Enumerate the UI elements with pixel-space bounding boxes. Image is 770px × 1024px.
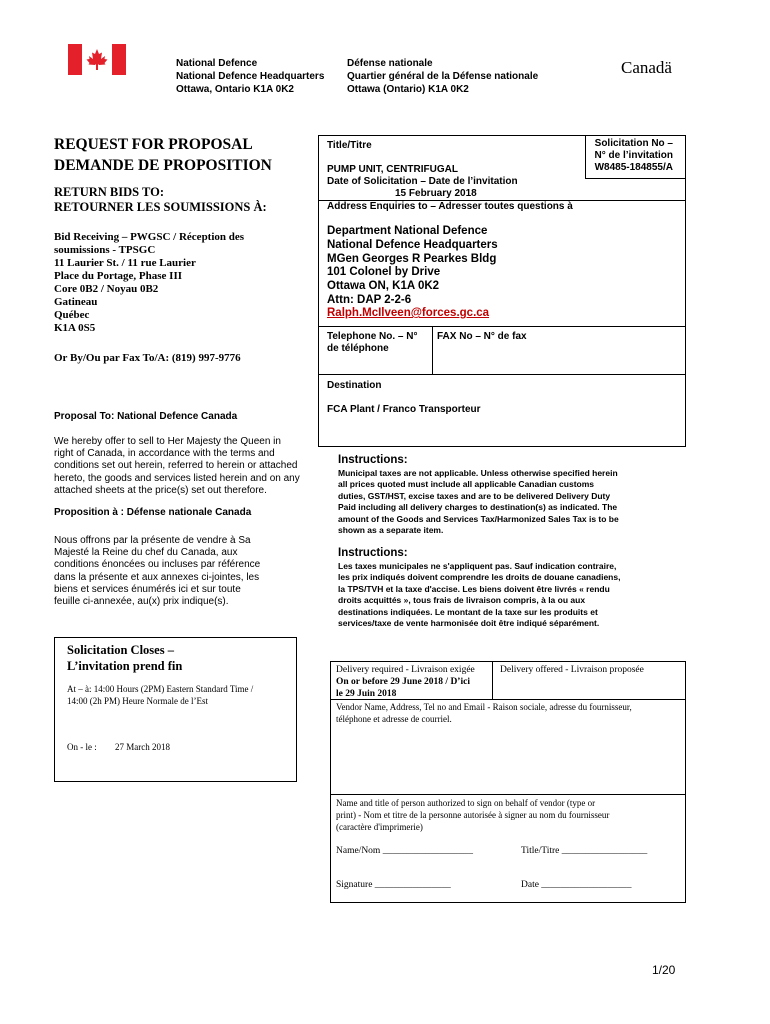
- offer-fr-line: feuille ci-annexée, au(x) prix indique(s).: [54, 596, 229, 608]
- closing-time-line: At – à: 14:00 Hours (2PM) Eastern Standard Time /: [67, 684, 254, 694]
- telephone-line: Telephone No. – N°: [327, 331, 418, 342]
- instructions-fr-text: [338, 561, 620, 629]
- header-french: [347, 57, 538, 96]
- page-number: 1/20: [652, 963, 676, 977]
- department-address: [327, 225, 498, 308]
- divider: [318, 326, 686, 327]
- instructions-en-line: Municipal taxes are not applicable. Unless otherwise specified herein: [338, 468, 618, 478]
- instructions-fr-line: les prix indiqués doivent comprendre les droits de douane canadiens,: [338, 572, 621, 583]
- divider: [585, 135, 586, 179]
- destination-label: Destination: [327, 380, 382, 391]
- address-line: Core 0B2 / Noyau 0B2: [54, 283, 159, 295]
- title-line: DEMANDE DE PROPOSITION: [54, 157, 272, 174]
- return-line: RETOURNER LES SOUMISSIONS À:: [54, 200, 267, 214]
- delivery-required-label: Delivery required - Livraison exigée: [336, 665, 475, 675]
- offer-fr-line: biens et services énumérés ici et sur toute: [54, 583, 241, 595]
- title-value: PUMP UNIT, CENTRIFUGAL: [327, 164, 458, 175]
- address-line: soumissions - TPSGC: [54, 244, 156, 256]
- closes-title-line: L’invitation prend fin: [67, 658, 183, 673]
- telephone-line: de téléphone: [327, 343, 389, 354]
- address-line: 11 Laurier St. / 11 rue Laurier: [54, 257, 196, 269]
- offer-fr-line: Majesté la Reine du chef du Canada, aux: [54, 547, 238, 559]
- canada-wordmark: Canadä: [621, 58, 672, 77]
- fax-label: FAX No – N° de fax: [437, 331, 527, 342]
- divider: [585, 178, 686, 179]
- department-line: 101 Colonel by Drive: [327, 266, 441, 279]
- solicitation-date-label: Date of Solicitation – Date de l’invitation: [327, 176, 518, 187]
- closing-date-label: On - le :: [67, 742, 97, 752]
- offer-fr-line: dans la présente et aux annexes ci-jointes, les: [54, 571, 260, 583]
- offer-fr-line: conditions énoncées ou incluses par référence: [54, 559, 261, 571]
- header-en-line: National Defence Headquarters: [176, 71, 325, 82]
- closing-time-line: 14:00 (2h PM) Heure Normale de l’Est: [67, 695, 208, 706]
- instructions-en-line: shown as a separate item.: [338, 525, 444, 536]
- address-line: Gatineau: [54, 296, 98, 308]
- divider: [432, 326, 433, 374]
- title-label: Title/Titre: [327, 140, 372, 151]
- instructions-fr-line: Les taxes municipales ne s'appliquent pas. Sauf indication contraire,: [338, 561, 617, 571]
- offer-fr-line: Nous offrons par la présente de vendre à Sa: [54, 535, 251, 546]
- header-english: [176, 57, 324, 96]
- closing-time: [67, 684, 253, 707]
- instructions-en-text: [338, 468, 619, 536]
- instructions-fr-line: droits acquittés », tous frais de livraison compris, à la ou aux: [338, 595, 586, 606]
- department-line: MGen Georges R Pearkes Bldg: [327, 252, 497, 265]
- solicitation-line: W8485-184855/A: [594, 162, 673, 173]
- fax-number: Or By/Ou par Fax To/A: (819) 997-9776: [54, 352, 241, 364]
- vendor-label-line: téléphone et adresse de courriel.: [336, 714, 452, 724]
- department-line: Ottawa ON, K1A 0K2: [327, 280, 440, 293]
- instructions-en-title: Instructions:: [338, 454, 408, 466]
- title-field[interactable]: Title/Titre __________________: [521, 846, 648, 856]
- telephone-label: [327, 331, 418, 355]
- authorized-line: (caractère d'imprimerie): [336, 822, 423, 832]
- address-line: Bid Receiving – PWGSC / Réception des: [54, 231, 245, 243]
- department-line: Attn: DAP 2-2-6: [327, 293, 412, 306]
- offer-en-line: We hereby offer to sell to Her Majesty the Queen in: [54, 436, 281, 447]
- instructions-fr-line: la TPS/TVH et la taxe d'accise. Les biens doivent être livrés « rendu: [338, 583, 610, 594]
- title-line: REQUEST FOR PROPOSAL: [54, 136, 253, 153]
- name-field[interactable]: Name/Nom ___________________: [336, 846, 473, 856]
- header-fr-line: Quartier général de la Défense nationale: [347, 71, 539, 82]
- date-field[interactable]: Date ___________________: [521, 880, 632, 890]
- instructions-en-line: Paid including all delivery charges to destination(s) as indicated. The: [338, 502, 618, 513]
- solicitation-date: 15 February 2018: [395, 188, 477, 199]
- solicitation-closes-title: [67, 643, 182, 674]
- delivery-date-line: On or before 29 June 2018 / D’ici: [336, 677, 470, 687]
- offer-en-line: hereto, the goods and services listed herein and on any: [54, 472, 300, 484]
- solicitation-line: Solicitation No –: [594, 138, 673, 149]
- proposal-to: Proposal To: National Defence Canada: [54, 411, 238, 422]
- offer-en-line: right of Canada, in accordance with the terms and: [54, 448, 275, 460]
- bid-receiving-address: [54, 231, 244, 335]
- department-line: Department National Defence: [327, 225, 488, 237]
- instructions-fr-line: destinations indiquées. Le montant de la taxe sur les produits et: [338, 606, 598, 617]
- delivery-date-line: le 29 Juin 2018: [336, 688, 397, 699]
- instructions-en-line: duties, GST/HST, excise taxes and are to be delivered Delivery Duty: [338, 490, 611, 501]
- return-bids-heading: [54, 185, 267, 215]
- instructions-fr-title: Instructions:: [338, 547, 408, 559]
- instructions-en-line: amount of the Goods and Services Tax/Harmonized Sales Tax is to be: [338, 513, 619, 524]
- instructions-fr-line: services/taxe de vente harmonisée doit être indiqué séparément.: [338, 618, 600, 629]
- closing-date: 27 March 2018: [115, 742, 170, 752]
- canada-flag-icon: [68, 44, 126, 75]
- offer-french: [54, 535, 260, 608]
- authorized-person-label: [336, 797, 609, 833]
- document-title: [54, 134, 272, 176]
- address-line: Québec: [54, 309, 90, 321]
- closes-title-line: Solicitation Closes –: [67, 643, 174, 657]
- contact-email-link[interactable]: Ralph.McIlveen@forces.gc.ca: [327, 307, 490, 319]
- enquiries-label: Address Enquiries to – Adresser toutes questions à: [327, 201, 573, 212]
- header-en-line: National Defence: [176, 58, 258, 69]
- department-line: National Defence Headquarters: [327, 238, 498, 251]
- offer-en-line: attached sheets at the price(s) set out therefore.: [54, 484, 267, 496]
- delivery-offered-label: Delivery offered - Livraison proposée: [500, 665, 644, 675]
- instructions-en-line: all prices quoted must include all applicable Canadian customs: [338, 479, 595, 490]
- vendor-details-label[interactable]: [336, 701, 632, 725]
- address-line: K1A 0S5: [54, 322, 96, 334]
- destination-value: FCA Plant / Franco Transporteur: [327, 404, 481, 415]
- divider: [318, 374, 686, 375]
- authorized-line: print) - Nom et titre de la personne autorisée à signer au nom du fournisseur: [336, 810, 610, 820]
- solicitation-number: [588, 138, 673, 174]
- vendor-label-line: Vendor Name, Address, Tel no and Email - Raison sociale, adresse du fournisseur,: [336, 702, 632, 712]
- offer-en-line: conditions set out herein, referred to herein or attached: [54, 460, 298, 472]
- header-fr-line: Ottawa (Ontario) K1A 0K2: [347, 84, 469, 95]
- solicitation-line: N° de l’invitation: [594, 150, 673, 161]
- proposition-a: Proposition à : Défense nationale Canada: [54, 507, 252, 518]
- authorized-line: Name and title of person authorized to sign on behalf of vendor (type or: [336, 798, 596, 808]
- divider: [330, 794, 686, 795]
- signature-field[interactable]: Signature ________________: [336, 880, 451, 890]
- return-line: RETURN BIDS TO:: [54, 185, 164, 199]
- header-fr-line: Défense nationale: [347, 58, 433, 69]
- delivery-required-date: [336, 677, 470, 700]
- address-line: Place du Portage, Phase III: [54, 270, 183, 282]
- divider: [492, 661, 493, 699]
- header-en-line: Ottawa, Ontario K1A 0K2: [176, 84, 294, 95]
- offer-english: [54, 436, 300, 497]
